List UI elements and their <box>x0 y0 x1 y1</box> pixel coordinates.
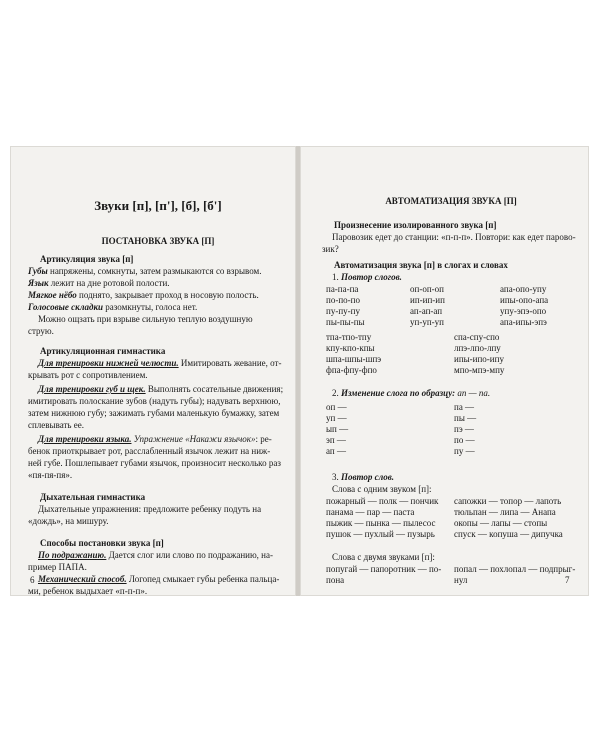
word-group: пушок — пухлый — пузырь <box>326 529 435 539</box>
left-page <box>10 146 296 596</box>
definition: лежит на дне ротовой полости. <box>48 278 170 288</box>
isolated-text-cont: зик? <box>322 244 339 254</box>
table-cell: пы-пы-пы <box>326 317 365 327</box>
one-sound-words <box>322 496 580 540</box>
table-cell: пу-пу-пу <box>326 306 360 316</box>
task-3 <box>332 472 590 483</box>
two-sound-words <box>322 564 580 586</box>
table-cell: па — <box>454 402 475 412</box>
table-cell: шпа-шпы-шпэ <box>326 354 382 364</box>
tongue-exercise-cont-3: «пя-пя-пя». <box>28 470 73 480</box>
table-cell: апа-опо-упу <box>500 284 547 294</box>
breathing-heading: Дыхательная гимнастика <box>40 492 146 502</box>
term: Мягкое нёбо <box>28 290 77 300</box>
breathing-text-cont: «дождь», на мишуру. <box>28 516 109 526</box>
isolated-heading: Произнесение изолированного звука [п] <box>334 220 497 230</box>
articulation-line-folds <box>28 302 288 313</box>
table-cell: оп-оп-оп <box>410 284 444 294</box>
term: Губы <box>28 266 48 276</box>
articulation-line-tongue <box>28 278 288 289</box>
exercise-label: Для тренировки нижней челюсти. <box>38 358 179 368</box>
exercise-name: Упражнение «Накажи язычок» <box>131 434 256 444</box>
table-column <box>326 284 365 328</box>
table-cell: ип-ип-ип <box>410 295 445 305</box>
right-page <box>300 146 589 596</box>
table-cell: ипы-ипо-ипу <box>454 354 504 364</box>
tongue-exercise <box>38 434 298 445</box>
table-column <box>454 402 476 457</box>
table-column <box>454 496 563 540</box>
definition: разомкнуты, голоса нет. <box>103 302 198 312</box>
page-number-right: 7 <box>565 575 570 585</box>
method-text: Логопед смыкает губы ребенка пальца- <box>126 574 280 584</box>
table-cell: ипы-опо-апа <box>500 295 549 305</box>
word-group: нул <box>454 575 468 585</box>
table-cell: эп — <box>326 435 346 445</box>
exercise-label: Для тренировки губ и щек. <box>38 384 146 394</box>
task-example: ап — па. <box>455 388 491 398</box>
table-cell: по — <box>454 435 475 445</box>
table-column <box>326 564 441 586</box>
method-mechanical <box>38 574 298 585</box>
table-cell: пэ — <box>454 424 474 434</box>
syllable-table <box>322 284 580 328</box>
section-title-automation: АВТОМАТИЗАЦИЯ ЗВУКА [П] <box>385 196 517 206</box>
syllable-table-2 <box>322 332 580 376</box>
table-column <box>326 496 438 540</box>
exercise-text: Выполнять сосательные движения; <box>145 384 284 394</box>
task-label: Повтор слогов. <box>341 272 402 282</box>
word-group: пожарный — полк — пончик <box>326 496 439 506</box>
task-label: Изменение слога по образцу: <box>341 388 456 398</box>
table-column <box>326 332 381 376</box>
method-text: Дается слог или слово по подражанию, на- <box>106 550 273 560</box>
table-cell: мпо-мпэ-мпу <box>454 365 505 375</box>
word-group: попал — похлопал — подпрыг- <box>454 564 576 574</box>
word-group: пона <box>326 575 345 585</box>
term: Голосовые складки <box>28 302 104 312</box>
task-label: Повтор слов. <box>341 472 395 482</box>
articulation-note-cont: струю. <box>28 326 54 336</box>
lips-exercise-cont-2: затем нижнюю губу; зажимать губами маленькую бумажку, затем <box>28 408 280 418</box>
one-sound-heading: Слова с одним звуком [п]: <box>332 484 432 494</box>
table-cell: пу — <box>454 446 475 456</box>
methods-heading: Способы постановки звука [п] <box>40 538 164 548</box>
table-cell: кпу-кпо-кпы <box>326 343 375 353</box>
table-column <box>326 402 348 457</box>
lips-exercise-cont-3: сплевывать ее. <box>28 420 85 430</box>
articulation-heading: Артикуляция звука [п] <box>40 254 134 264</box>
table-cell: уп-уп-уп <box>410 317 444 327</box>
breathing-text: Дыхательные упражнения: предложите ребенку подуть на <box>38 504 262 514</box>
definition: напряжены, сомкнуты, затем размыкаются со взрывом. <box>47 266 262 276</box>
table-cell: уп — <box>326 413 347 423</box>
word-group: панама — пар — паста <box>326 507 415 517</box>
table-cell: ып — <box>326 424 349 434</box>
method-label: Механический способ. <box>38 574 127 584</box>
method-imitation-cont: пример ПАПА. <box>28 562 87 572</box>
word-group: сапожки — топор — лапоть <box>454 496 562 506</box>
syllables-heading: Автоматизация звука [п] в слогах и словах <box>334 260 508 270</box>
table-cell: упу-эпэ-опо <box>500 306 547 316</box>
exercise-text: Имитировать жевание, от- <box>178 358 282 368</box>
word-group: попугай — папоротник — по- <box>326 564 442 574</box>
definition: поднято, закрывает проход в носовую полость. <box>76 290 259 300</box>
word-group: спуск — копуша — дипучка <box>454 529 563 539</box>
table-cell: апа-ипы-эпэ <box>500 317 547 327</box>
table-cell: оп — <box>326 402 347 412</box>
exercise-text: : ре- <box>255 434 272 444</box>
table-cell: пы — <box>454 413 477 423</box>
table-cell: тпа-тпо-тпу <box>326 332 372 342</box>
articulation-note: Можно ощзать при взрыве сильную теплую воздушную <box>38 314 253 324</box>
task-2 <box>332 388 590 399</box>
task-number: 2. <box>332 388 339 398</box>
word-group: тюльпан — липа — Анапа <box>454 507 556 517</box>
tongue-exercise-cont-1: бенок приоткрывает рот, расслабленный язычок лежит на ниж- <box>28 446 271 456</box>
page-title: Звуки [п], [п'], [б], [б'] <box>94 198 222 213</box>
task-number: 3. <box>332 472 339 482</box>
table-cell: спа-спу-спо <box>454 332 500 342</box>
method-mechanical-cont: ми, ребенок выдыхает «п-п-п». <box>28 586 148 596</box>
word-group: окопы — лапы — стопы <box>454 518 548 528</box>
exercise-label: Для тренировки языка. <box>38 434 132 444</box>
change-table <box>322 402 580 457</box>
table-cell: лпэ-лпо-лпу <box>454 343 501 353</box>
articulation-line-palate <box>28 290 288 301</box>
jaw-exercise <box>38 358 298 369</box>
page-number-left: 6 <box>30 575 35 585</box>
term: Язык <box>28 278 49 288</box>
table-column <box>454 564 575 586</box>
jaw-exercise-cont: крывать рот с сопротивлением. <box>28 370 148 380</box>
table-cell: фпа-фпу-фпо <box>326 365 377 375</box>
tongue-exercise-cont-2: ней губе. Пошлепывает губами язычок, произносит несколько раз <box>28 458 281 468</box>
method-label: По подражанию. <box>38 550 107 560</box>
table-column <box>500 284 548 328</box>
lips-exercise <box>38 384 298 395</box>
table-cell: ап-ап-ап <box>410 306 443 316</box>
table-cell: па-па-па <box>326 284 359 294</box>
table-cell: по-по-по <box>326 295 360 305</box>
method-imitation <box>38 550 298 561</box>
articulation-line-lips <box>28 266 288 277</box>
isolated-text: Паровозик едет до станции: «п-п-п». Повтори: как едет паровo- <box>332 232 576 242</box>
section-title-setup: ПОСТАНОВКА ЗВУКА [П] <box>101 236 215 246</box>
task-number: 1. <box>332 272 339 282</box>
table-column <box>410 284 445 328</box>
gymnastics-heading: Артикуляционная гимнастика <box>40 346 166 356</box>
table-column <box>454 332 504 376</box>
task-1 <box>332 272 590 283</box>
word-group: пыжик — пынка — пылесос <box>326 518 436 528</box>
lips-exercise-cont-1: имитировать полоскание зубов (надуть губы); надувать верхнюю, <box>28 396 281 406</box>
table-cell: ап — <box>326 446 346 456</box>
two-sound-heading: Слова с двумя звуками [п]: <box>332 552 435 562</box>
